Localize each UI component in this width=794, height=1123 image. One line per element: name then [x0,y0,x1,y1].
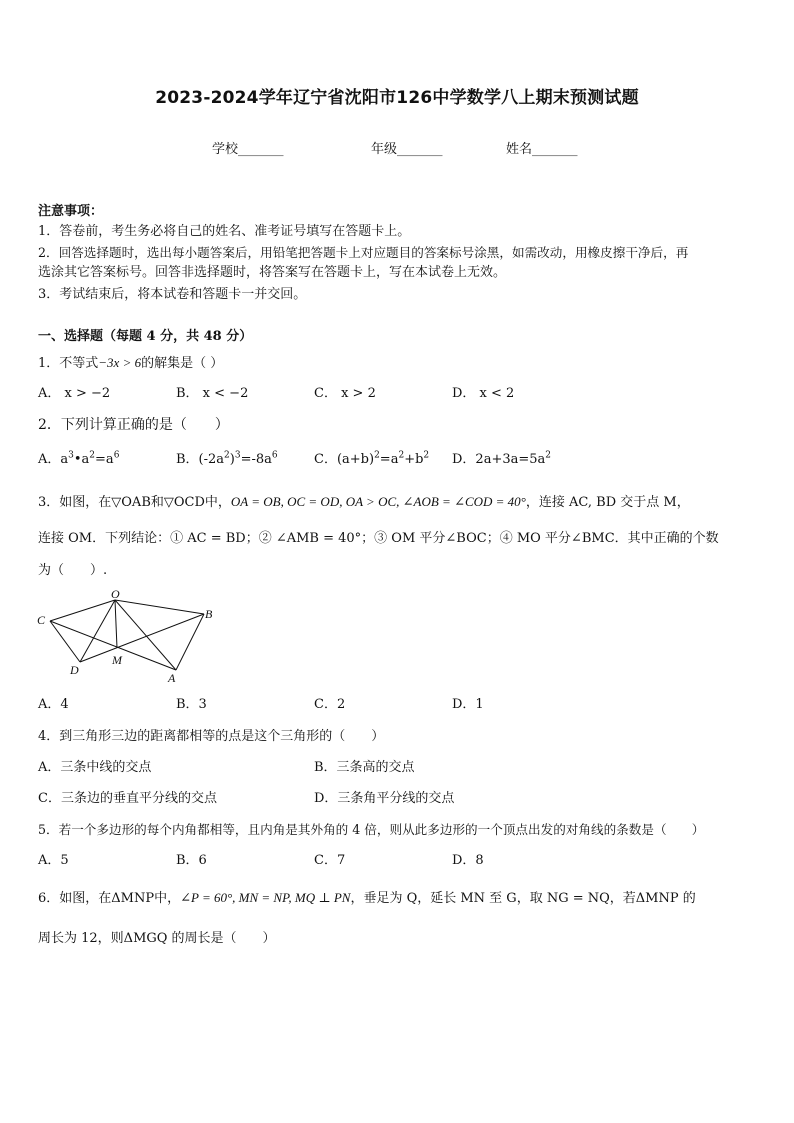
q3-option-a: A．4 [38,697,69,712]
q4-option-c: C．三条边的垂直平分线的交点 [38,791,217,806]
section-heading: 一、选择题（每题 4 分，共 48 分） [38,329,253,344]
q4-option-d: D．三条角平分线的交点 [314,791,455,806]
q5-option-b: B．6 [176,853,207,868]
q2-option-c: C．$(a+b)^2=a^2+b^2$ [314,450,430,467]
question-4-stem: 4．到三角形三边的距离都相等的点是这个三角形的（ ） [38,729,385,744]
q1-pre: 1．不等式 [38,356,99,371]
label-b: B [205,607,213,621]
label-o: O [111,588,120,601]
notice-item-2-cont: 选涂其它答案标号。回答非选择题时，将答案写在答题卡上，写在本试卷上无效。 [38,265,507,280]
q3-option-d: D．1 [452,697,484,712]
q5-option-a: A．5 [38,853,69,868]
label-m: M [112,653,122,667]
page-title: 2023-2024学年辽宁省沈阳市126中学数学八上期末预测试题 [155,88,639,108]
school-field: 学校_______ [212,142,284,157]
q1-option-d: D． x < 2 [452,386,515,401]
q4-option-a: A．三条中线的交点 [38,760,152,775]
label-d: D [70,663,79,677]
notice-item-3: 3．考试结束后，将本试卷和答题卡一并交回。 [38,287,307,302]
question-1-stem [38,355,223,372]
q5-option-c: C．7 [314,853,346,868]
grade-field: 年级_______ [371,142,443,157]
question-3-line-2: 连接 OM．下列结论：① AC = BD；② ∠AMB = 40°；③ OM 平分∠BOC；④ MO 平分∠BMC．其中正确的个数 [38,531,719,546]
notice-item-1: 1．答卷前，考生务必将自己的姓名、准考证号填写在答题卡上。 [38,224,411,239]
q1-expr: −3x > 6 [98,355,142,370]
q4-option-b: B．三条高的交点 [314,760,415,775]
notice-item-2: 2．回答选择题时，选出每小题答案后，用铅笔把答题卡上对应题目的答案标号涂黑，如需改动，用橡皮擦干净后，再 [38,245,689,260]
q3-option-c: C．2 [314,697,346,712]
question-6-line-1: 6．如图，在ΔMNP中，∠P = 60°, MN = NP, MQ ⊥ PN，垂足为 Q，延长 MN 至 G，取 NG = NQ，若ΔMNP 的 [38,890,696,906]
question-6-line-2: 周长为 12，则ΔMGQ 的周长是（ ） [38,931,276,946]
q1-option-b: B． x < −2 [176,386,249,401]
q1-option-a: A． x > −2 [38,386,111,401]
q1-post: 的解集是（ ） [141,356,224,371]
question-2-stem: 2．下列计算正确的是（ ） [38,417,229,433]
triangle-figure [34,588,224,684]
q2-option-b: B．$(-2a^2)^3=-8a^6$ [176,450,278,467]
notice-heading: 注意事项： [38,204,104,219]
question-5-stem: 5．若一个多边形的每个内角都相等，且内角是其外角的 4 倍，则从此多边形的一个顶点出发的对角线的条数是（ ） [38,822,705,837]
name-field: 姓名_______ [506,142,578,157]
q2-option-a: A．$a^3•a^2=a^6$ [38,450,120,467]
q5-option-d: D．8 [452,853,484,868]
label-c: C [37,613,46,627]
q1-option-c: C． x > 2 [314,386,376,401]
label-a: A [168,671,176,684]
question-3-line-1: 3．如图，在▽OAB和▽OCD中，OA = OB, OC = OD, OA > OC, ∠AOB = ∠COD = 40°，连接 AC, BD 交于点 M， [38,494,690,510]
q3-option-b: B．3 [176,697,207,712]
question-3-line-3: 为（ ）. [38,563,108,578]
q2-option-d: D．$2a+3a=5a^2$ [452,450,552,467]
